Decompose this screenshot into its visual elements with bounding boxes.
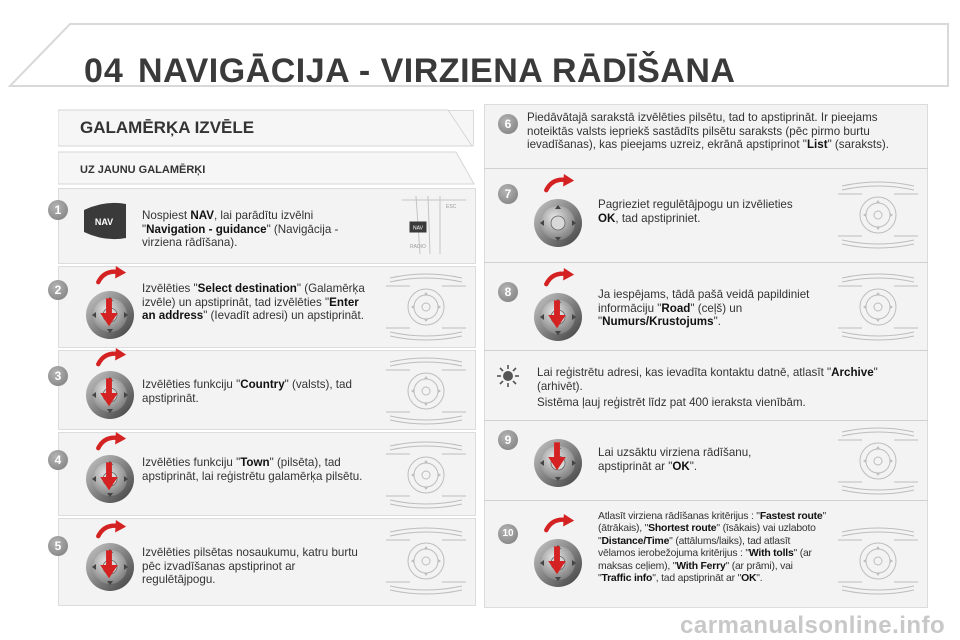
step-4-text-c: " (pilsēta), tad apstiprināt, lai reģistrētu galamērķa pilsētu. <box>142 456 363 483</box>
divider <box>484 500 928 501</box>
press-arrow-icon <box>546 300 568 330</box>
step-badge-4: 4 <box>48 450 68 470</box>
step-2-text <box>142 282 368 323</box>
step-10-text-l: Traffic info <box>601 573 653 585</box>
control-panel-icon <box>380 356 472 426</box>
step-10-text-a: Atlasīt virziena rādīšanas kritērijus : " <box>598 511 760 522</box>
device-radio-label: RADIO <box>410 244 426 250</box>
rotate-arrow-icon <box>536 174 580 218</box>
section-subtitle: UZ JAUNU GALAMĒRĶI <box>80 164 206 176</box>
control-panel-icon <box>380 526 472 596</box>
control-panel-icon <box>380 272 472 342</box>
control-panel-icon <box>380 440 472 510</box>
step-8-text-e: ". <box>713 315 721 328</box>
control-panel-icon <box>832 526 924 596</box>
step-badge-9: 9 <box>498 430 518 450</box>
divider <box>484 420 928 421</box>
step-7-text-a: Pagrieziet regulētājpogu un izvēlieties <box>598 198 793 211</box>
step-10-text <box>598 511 828 585</box>
step-10-text-j: With Ferry <box>676 560 726 572</box>
step-6-text-c: " (saraksts). <box>827 138 890 151</box>
step-10-text-e: " (īsākais) vai uzlaboto " <box>598 523 816 547</box>
footer-watermark: carmanualsonline.info <box>680 612 946 639</box>
divider <box>484 262 928 263</box>
tip-text <box>537 366 922 393</box>
step-4-text-b: Town <box>240 456 270 469</box>
step-6-text-a: Piedāvātajā sarakstā izvēlēties pilsētu, tad to apstiprināt. Ir pieejams noteiktās valsts iepriekš sastādīts pilsētu saraksts (pēc pirmo burtu ievadīšanas), kas pieejams uzreiz, ekrānā apstiprinot " <box>527 111 878 151</box>
device-esc-label: ESC <box>446 204 457 210</box>
step-3-text-c: " (valsts), tad apstiprināt. <box>142 378 352 405</box>
chapter-number: 04 <box>84 52 124 90</box>
control-panel-icon <box>832 180 924 250</box>
step-10-text-h: With tolls <box>748 548 794 560</box>
step-10-text-n: OK <box>741 573 757 585</box>
step-10-text-g: " (attālums/laiks), tad atlasīt vēlamos ierobežojuma kritērijus : " <box>598 535 791 560</box>
step-1-text-b: NAV <box>190 209 214 222</box>
step-1-text-a: Nospiest <box>142 209 191 222</box>
step-2-text-b: Select destination <box>197 282 297 295</box>
step-8-text-d: Numurs/Krustojums <box>602 315 714 328</box>
tip-text-line2: Sistēma ļauj reģistrēt līdz pat 400 ieraksta vienībām. <box>537 396 806 409</box>
step-3-text-a: Izvēlēties funkciju " <box>142 378 241 391</box>
step-2-text-d: Enter an address <box>142 295 359 322</box>
press-arrow-icon <box>98 378 120 408</box>
step-badge-1: 1 <box>48 200 68 220</box>
step-10-text-i: " (ar maksas ceļiem), " <box>598 548 812 572</box>
step-3-text <box>142 378 368 405</box>
step-4-text <box>142 456 368 483</box>
step-10-text-b: Fastest route <box>759 511 823 522</box>
step-badge-7: 7 <box>498 184 518 204</box>
control-panel-icon <box>832 272 924 342</box>
press-arrow-icon <box>98 462 120 492</box>
step-4-text-a: Izvēlēties funkciju " <box>142 456 241 469</box>
device-nav-label: NAV <box>413 225 423 232</box>
step-8-text-b: Road <box>661 301 691 315</box>
step-10-text-d: Shortest route <box>648 523 717 535</box>
step-10-text-m: ", tad apstiprināt ar " <box>652 573 742 585</box>
step-6-text-b: List <box>806 138 828 151</box>
step-2-text-e: " (Ievadīt adresi) un apstiprināt. <box>203 309 364 322</box>
step-9-text <box>598 446 788 473</box>
nav-button-label: NAV <box>94 217 114 227</box>
step-6-text <box>527 111 907 152</box>
press-arrow-icon <box>546 546 568 576</box>
tip-text-c: " (arhivēt). <box>537 366 878 393</box>
step-badge-10: 10 <box>498 524 518 544</box>
press-arrow-icon <box>98 550 120 580</box>
step-8-text-c: " (ceļš) un " <box>598 301 743 328</box>
step-badge-8: 8 <box>498 282 518 302</box>
step-badge-6: 6 <box>498 114 518 134</box>
press-arrow-icon <box>98 298 120 328</box>
step-10-text-k: " (ar prāmi), vai " <box>598 560 793 585</box>
step-7-text-b: OK <box>598 211 616 225</box>
nav-panel-device-icon <box>396 194 472 260</box>
step-2-text-a: Izvēlēties " <box>142 282 198 295</box>
tip-text-b: Archive <box>831 366 874 379</box>
step-1-text-d: Navigation - guidance <box>146 222 267 236</box>
step-badge-2: 2 <box>48 280 68 300</box>
step-2-text-c: " (Galamērķa izvēle) un apstiprināt, tad izvēlēties " <box>142 282 365 309</box>
control-panel-icon <box>832 426 924 496</box>
step-8-text <box>598 288 824 329</box>
step-9-text-a: Lai uzsāktu virziena rādīšanu, apstiprināt ar " <box>598 446 752 473</box>
step-10-text-o: ". <box>756 573 763 585</box>
step-5-text: Izvēlēties pilsētas nosaukumu, katru burtu pēc izvadīšanas apstiprinot ar regulētājpogu. <box>142 546 358 586</box>
divider <box>484 168 928 169</box>
section-title: GALAMĒRĶA IZVĒLE <box>80 118 255 137</box>
step-10-text-c: " (ātrākais), " <box>598 511 826 535</box>
page-title: NAVIGĀCIJA - VIRZIENA RĀDĪŠANA <box>138 52 736 90</box>
nav-button-icon <box>80 198 130 244</box>
step-1-text <box>142 209 372 250</box>
divider <box>484 350 928 351</box>
step-1-text-c: , lai parādītu izvēlni " <box>142 209 314 236</box>
step-7-text <box>598 198 798 225</box>
step-3-text-b: Country <box>240 378 285 391</box>
step-9-text-c: ". <box>689 459 698 473</box>
step-9-text-b: OK <box>672 459 690 473</box>
step-badge-5: 5 <box>48 536 68 556</box>
step-badge-3: 3 <box>48 366 68 386</box>
step-8-text-a: Ja iespējams, tādā pašā veidā papildiniet informāciju " <box>598 288 810 315</box>
tip-icon <box>496 364 520 388</box>
tip-text-a: Lai reģistrētu adresi, kas ievadīta kontaktu datnē, atlasīt " <box>537 366 832 379</box>
press-arrow-icon <box>546 442 568 472</box>
step-10-text-f: Distance/Time <box>601 535 670 547</box>
step-7-text-c: , tad apstipriniet. <box>615 211 701 225</box>
step-1-text-e: " (Navigācija - virziena rādīšana). <box>142 222 339 249</box>
